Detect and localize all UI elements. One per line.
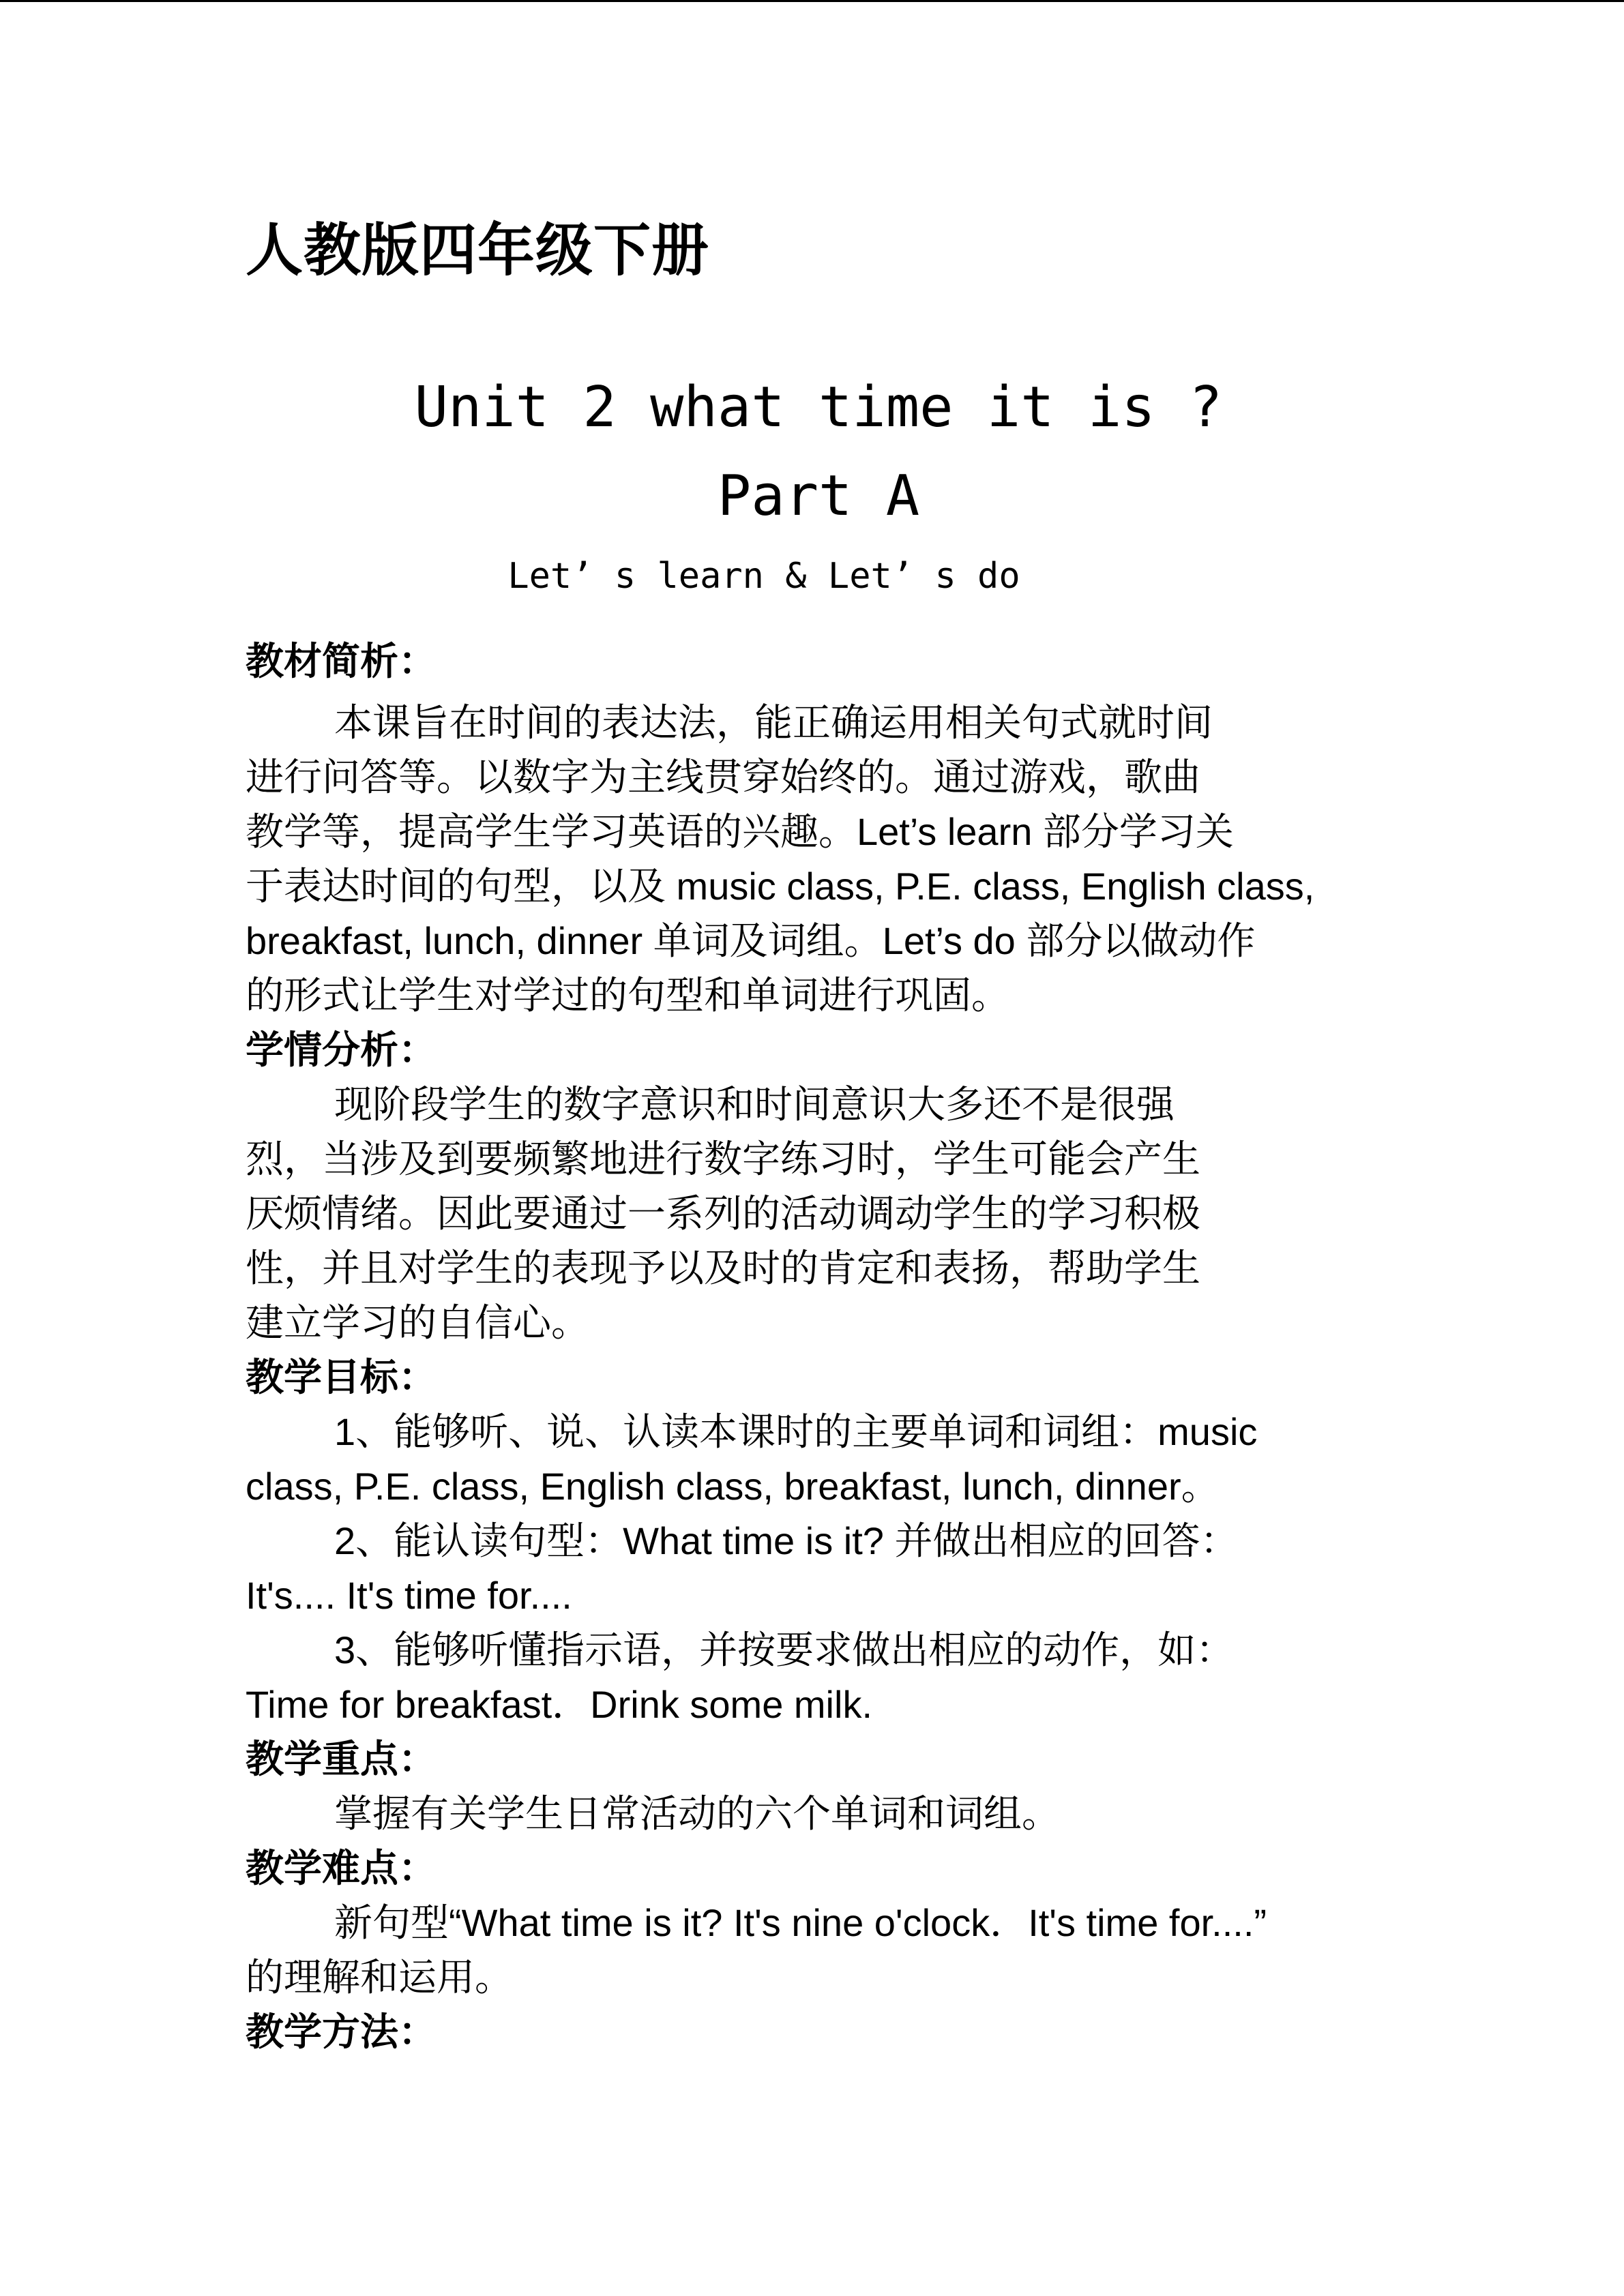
paragraph-line: 现阶段学生的数字意识和时间意识大多还不是很强 — [334, 1083, 1175, 1126]
objective-line: class, P.E. class, English class, breakfast, lunch, dinner。 — [246, 1465, 1220, 1508]
part-title: Part A — [717, 464, 920, 528]
section-heading-analysis: 教材简析： — [246, 640, 437, 683]
section-heading-difficulties: 教学难点： — [246, 1847, 437, 1890]
section-heading-methods: 教学方法： — [246, 2010, 437, 2053]
section-heading-key-points: 教学重点： — [246, 1738, 437, 1780]
paragraph-line: 本课旨在时间的表达法，能正确运用相关句式就时间 — [334, 701, 1213, 744]
paragraph-line: 的形式让学生对学过的句型和单词进行巩固。 — [246, 974, 1009, 1017]
objective-line: 1、能够听、说、认读本课时的主要单词和词组：music — [334, 1410, 1258, 1453]
objective-line: Time for breakfast．Drink some milk. — [246, 1683, 872, 1726]
paragraph-line: breakfast, lunch, dinner 单词及词组。Let’s do 部分以做动作 — [246, 919, 1256, 962]
unit-title: Unit 2 what time it is ? — [414, 375, 1223, 440]
section-heading-objectives: 教学目标： — [246, 1356, 437, 1399]
paragraph-line: 教学等，提高学生学习英语的兴趣。Let’s learn 部分学习关 — [246, 810, 1234, 853]
book-title: 人教版四年级下册 — [246, 217, 710, 284]
paragraph-line: 的理解和运用。 — [246, 1956, 513, 1999]
objective-line: It's.... It's time for.... — [246, 1574, 572, 1617]
document-body — [246, 634, 1391, 2059]
paragraph-line: 厌烦情绪。因此要通过一系列的活动调动学生的学习积极 — [246, 1192, 1200, 1235]
paragraph-line: 烈，当涉及到要频繁地进行数字练习时，学生可能会产生 — [246, 1137, 1200, 1180]
paragraph-line: 于表达时间的句型，以及 music class, P.E. class, English class, — [246, 865, 1315, 908]
paragraph-line: 建立学习的自信心。 — [246, 1301, 589, 1344]
section-heading-learner-analysis: 学情分析： — [246, 1028, 437, 1071]
paragraph-line: 新句型“What time is it? It's nine o'clock．It's time for....” — [334, 1901, 1267, 1944]
paragraph-line: 进行问答等。以数字为主线贯穿始终的。通过游戏，歌曲 — [246, 756, 1200, 799]
lesson-title: Let’ s learn & Let’ s do — [507, 556, 1020, 597]
objective-line: 3、能够听懂指示语，并按要求做出相应的动作，如： — [334, 1628, 1235, 1671]
paragraph-line: 性，并且对学生的表现予以及时的肯定和表扬，帮助学生 — [246, 1247, 1200, 1289]
objective-line: 2、能认读句型：What time is it? 并做出相应的回答： — [334, 1519, 1239, 1562]
top-border-line — [0, 0, 1624, 2]
paragraph-line: 掌握有关学生日常活动的六个单词和词组。 — [334, 1792, 1060, 1835]
